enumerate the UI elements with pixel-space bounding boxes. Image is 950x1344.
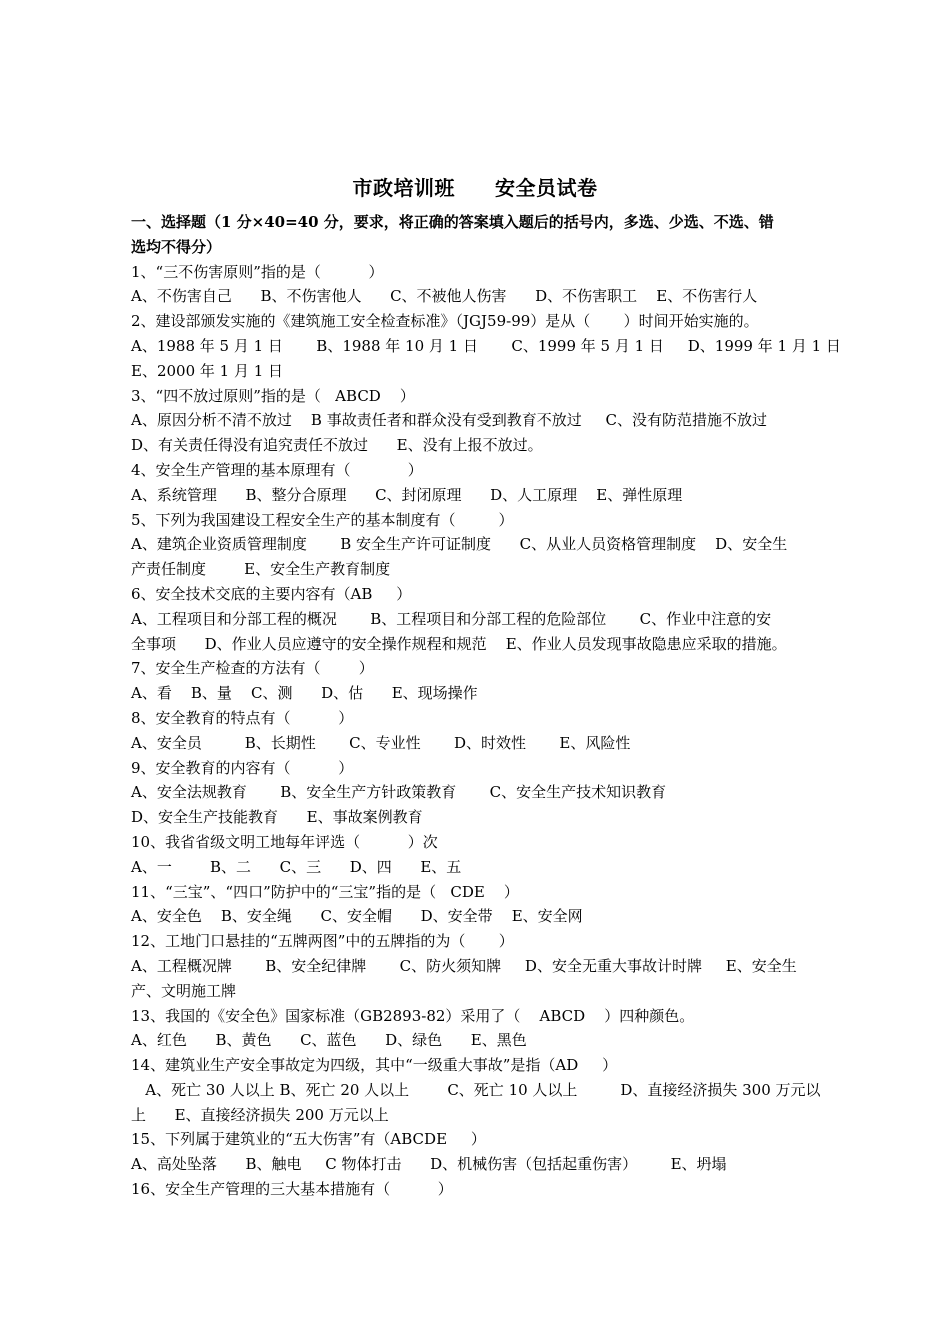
- text-line: 1、“三不伤害原则”指的是（ ）: [131, 262, 384, 281]
- text-line: 9、安全教育的内容有（ ）: [131, 758, 354, 777]
- text-line: 产、文明施工牌: [131, 981, 237, 1000]
- text-line: 8、安全教育的特点有（ ）: [131, 708, 354, 727]
- text-line: E、2000 年 1 月 1 日: [131, 361, 284, 380]
- text-line: D、安全生产技能教育 E、事故案例教育: [131, 808, 423, 827]
- text-line: A、不伤害自己 B、不伤害他人 C、不被他人伤害 D、不伤害职工 E、不伤害行人: [131, 287, 758, 306]
- text-line: 10、我省省级文明工地每年评选（ ）次: [131, 832, 438, 851]
- text-line: A、死亡 30 人以上 B、死亡 20 人以上 C、死亡 10 人以上 D、直接经济损失 300 万元以: [131, 1080, 821, 1099]
- title-right: 安全员试卷: [495, 176, 598, 200]
- text-line: A、红色 B、黄色 C、蓝色 D、绿色 E、黑色: [131, 1031, 527, 1050]
- document-title: [0, 172, 950, 201]
- text-line: 14、建筑业生产安全事故定为四级，其中“一级重大事故”是指（AD ）: [131, 1056, 618, 1075]
- text-line: A、工程概况牌 B、安全纪律牌 C、防火须知牌 D、安全无重大事故计时牌 E、安全生: [131, 956, 797, 975]
- text-line: A、1988 年 5 月 1 日 B、1988 年 10 月 1 日 C、1999 年 5 月 1 日 D、1999 年 1 月 1 日: [131, 336, 841, 355]
- text-line: 产责任制度 E、安全生产教育制度: [131, 560, 391, 579]
- text-line: 3、“四不放过原则”指的是（ ABCD ）: [131, 386, 415, 405]
- text-line: A、安全员 B、长期性 C、专业性 D、时效性 E、风险性: [131, 733, 631, 752]
- section-heading-line-2: 选均不得分）: [131, 237, 222, 256]
- section-heading-line-1: 一、选择题（1 分×40=40 分，要求，将正确的答案填入题后的括号内，多选、少选、不选、错: [131, 213, 774, 231]
- text-line: 4、安全生产管理的基本原理有（ ）: [131, 460, 423, 479]
- text-line: 13、我国的《安全色》国家标准（GB2893-82）采用了（ ABCD ）四种颜色。: [131, 1006, 695, 1025]
- text-line: A、安全法规教育 B、安全生产方针政策教育 C、安全生产技术知识教育: [131, 783, 667, 802]
- text-line: 12、工地门口悬挂的“五牌两图”中的五牌指的为（ ）: [131, 932, 514, 951]
- text-line: 11、“三宝”、“四口”防护中的“三宝”指的是（ CDE ）: [131, 882, 519, 901]
- question-list: [131, 260, 843, 1202]
- text-line: A、工程项目和分部工程的概况 B、工程项目和分部工程的危险部位 C、作业中注意的安: [131, 609, 772, 628]
- text-line: 16、安全生产管理的三大基本措施有（ ）: [131, 1180, 453, 1199]
- text-line: D、有关责任得没有追究责任不放过 E、没有上报不放过。: [131, 436, 543, 455]
- document-body: [131, 210, 843, 1202]
- text-line: A、高处坠落 B、触电 C 物体打击 D、机械伤害（包括起重伤害） E、坍塌: [131, 1155, 727, 1174]
- text-line: 2、建设部颁发实施的《建筑施工安全检查标准》（JGJ59-99）是从（ ）时间开始实施的。: [131, 312, 759, 331]
- text-line: 7、安全生产检查的方法有（ ）: [131, 659, 374, 678]
- text-line: 上 E、直接经济损失 200 万元以上: [131, 1105, 389, 1124]
- text-line: A、看 B、量 C、测 D、估 E、现场操作: [131, 684, 478, 703]
- text-line: A、一 B、二 C、三 D、四 E、五: [131, 857, 462, 876]
- text-line: 6、安全技术交底的主要内容有（AB ）: [131, 584, 412, 603]
- title-left: 市政培训班: [352, 176, 455, 200]
- text-line: 15、下列属于建筑业的“五大伤害”有（ABCDE ）: [131, 1130, 486, 1149]
- text-line: A、安全色 B、安全绳 C、安全帽 D、安全带 E、安全网: [131, 907, 583, 926]
- text-line: A、原因分析不清不放过 B 事故责任者和群众没有受到教育不放过 C、没有防范措施不放过: [131, 411, 768, 430]
- text-line: A、系统管理 B、整分合原理 C、封闭原理 D、人工原理 E、弹性原理: [131, 485, 683, 504]
- text-line: A、建筑企业资质管理制度 B 安全生产许可证制度 C、从业人员资格管理制度 D、安全生: [131, 535, 788, 554]
- text-line: 全事项 D、作业人员应遵守的安全操作规程和规范 E、作业人员发现事故隐患应采取的措施。: [131, 634, 787, 653]
- text-line: 5、下列为我国建设工程安全生产的基本制度有（ ）: [131, 510, 514, 529]
